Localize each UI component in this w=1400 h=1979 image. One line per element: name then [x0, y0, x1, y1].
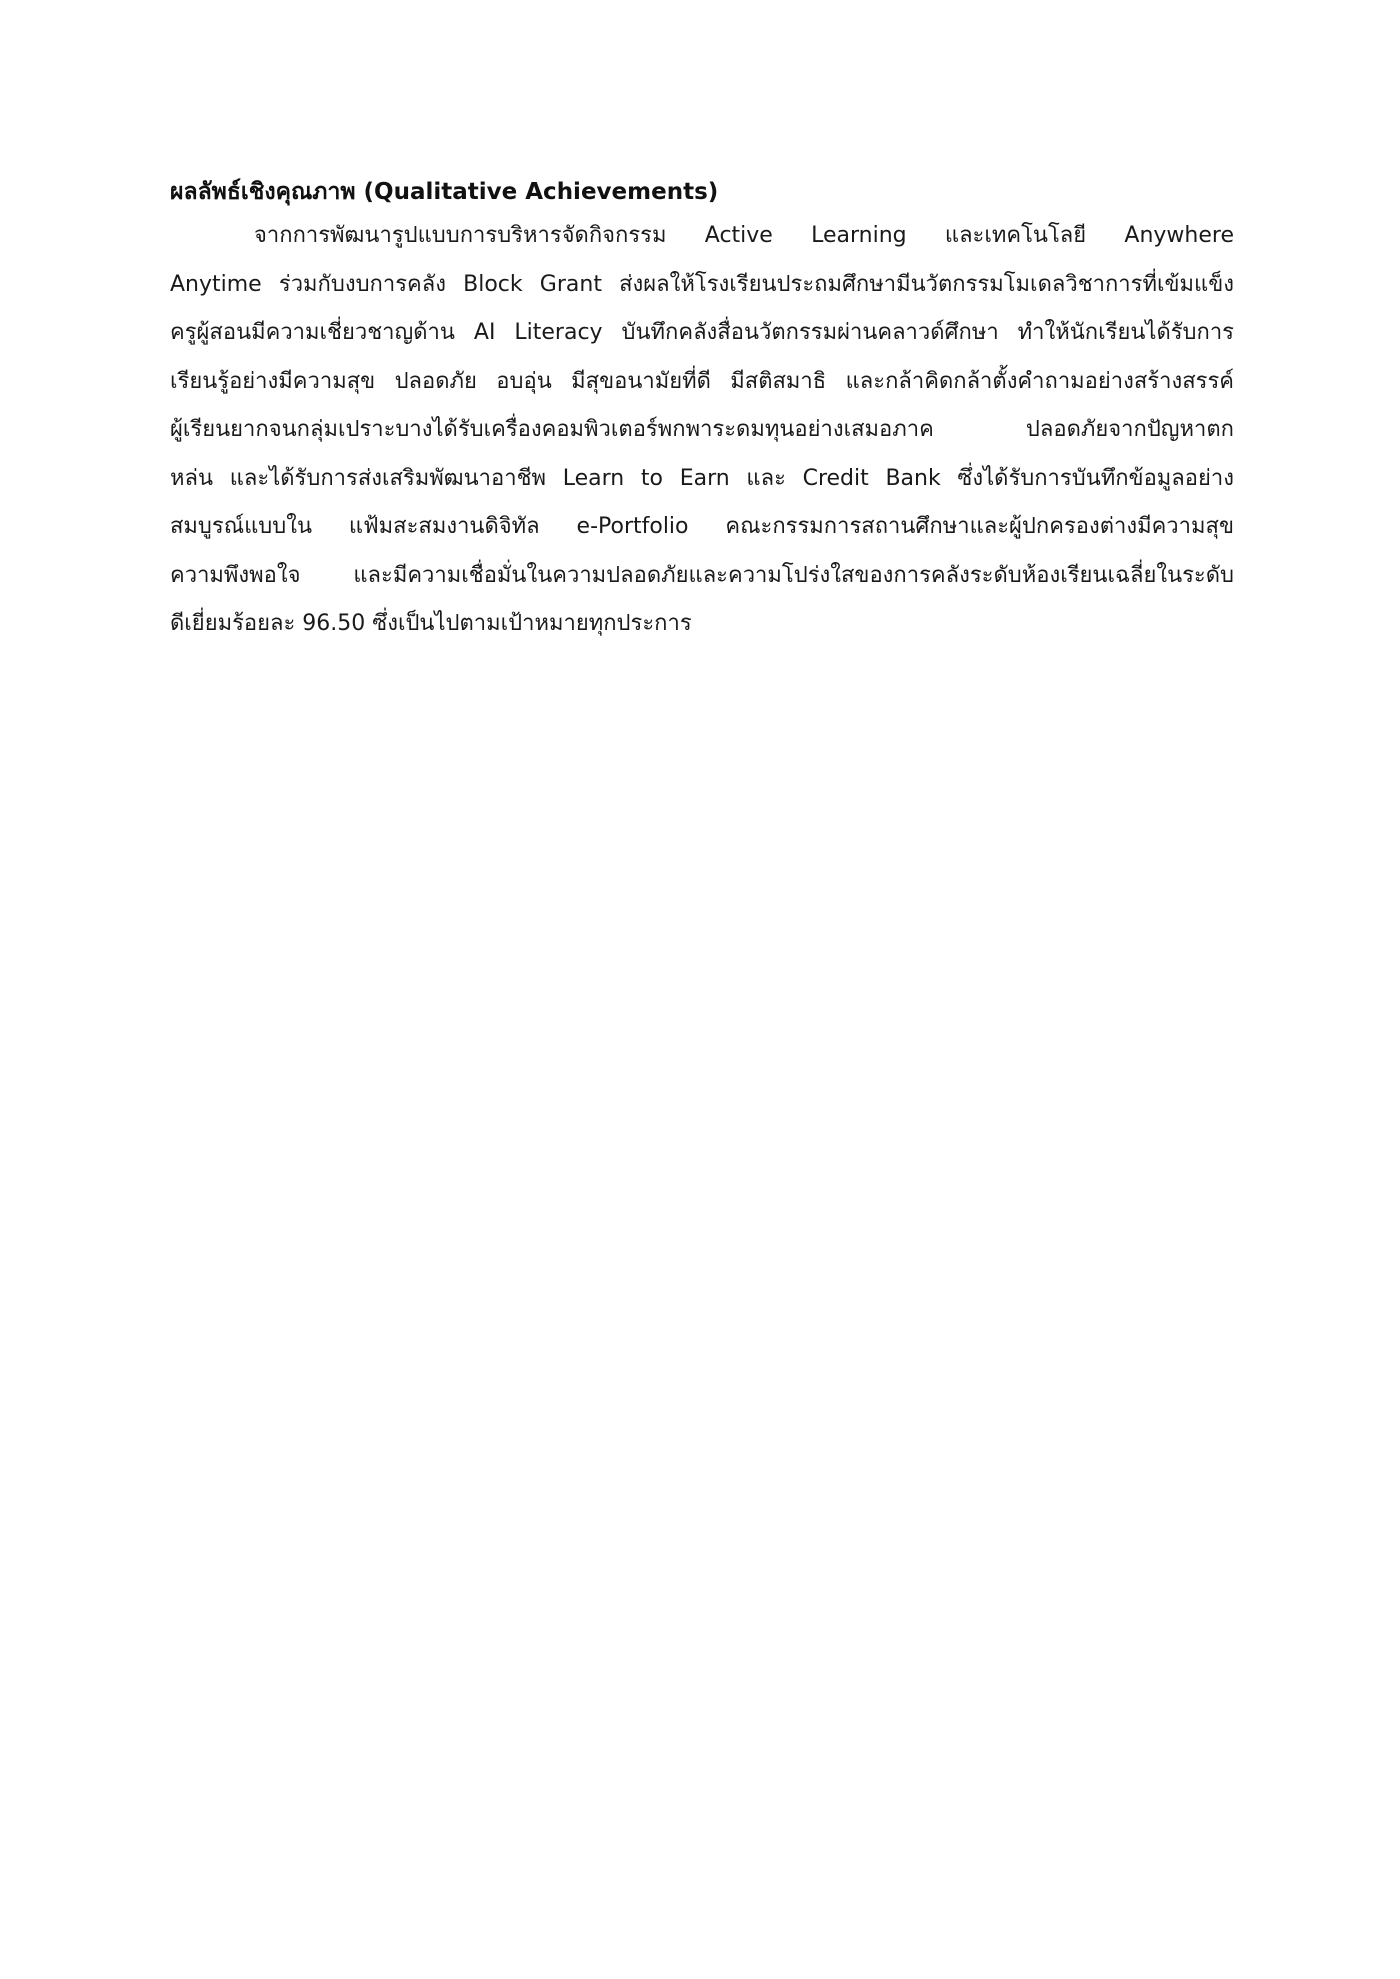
- body-paragraph: [170, 212, 1234, 649]
- paragraph-line: ความพึงพอใจ และมีความเชื่อมั่นในความปลอดภัยและความโปร่งใสของการคลังระดับห้องเรียนเฉลี่ยในระดับ: [170, 562, 1234, 588]
- paragraph-line: ครูผู้สอนมีความเชี่ยวชาญด้าน AI Literacy บันทึกคลังสื่อนวัตกรรมผ่านคลาวด์ศึกษา ทำให้นักเรียนได้รับการ: [170, 320, 1234, 345]
- paragraph-line: ผู้เรียนยากจนกลุ่มเปราะบางได้รับเครื่องคอมพิวเตอร์พกพาระดมทุนอย่างเสมอภาค ปลอดภัยจากปัญหาตก: [170, 417, 1234, 442]
- paragraph-line: เรียนรู้อย่างมีความสุข ปลอดภัย อบอุ่น มีสุขอนามัยที่ดี มีสติสมาธิ และกล้าคิดกล้าตั้งคำถามอย่างสร้างสรรค์: [170, 368, 1234, 394]
- paragraph-line: สมบูรณ์แบบใน แฟ้มสะสมงานดิจิทัล e-Portfolio คณะกรรมการสถานศึกษาและผู้ปกครองต่างมีความสุข: [170, 514, 1234, 539]
- paragraph-line: ดีเยี่ยมร้อยละ 96.50 ซึ่งเป็นไปตามเป้าหมายทุกประการ: [170, 611, 692, 636]
- document-content: [170, 172, 1234, 649]
- paragraph-line: จากการพัฒนารูปแบบการบริหารจัดกิจกรรม Active Learning และเทคโนโลยี Anywhere: [254, 223, 1234, 248]
- paragraph-line: Anytime ร่วมกับงบการคลัง Block Grant ส่งผลให้โรงเรียนประถมศึกษามีนวัตกรรมโมเดลวิชาการที่เข้มแข็ง: [170, 271, 1234, 297]
- paragraph-line: หล่น และได้รับการส่งเสริมพัฒนาอาชีพ Learn to Earn และ Credit Bank ซึ่งได้รับการบันทึกข้อมูลอย่าง: [170, 465, 1234, 491]
- section-heading: ผลลัพธ์เชิงคุณภาพ (Qualitative Achievements): [170, 179, 719, 205]
